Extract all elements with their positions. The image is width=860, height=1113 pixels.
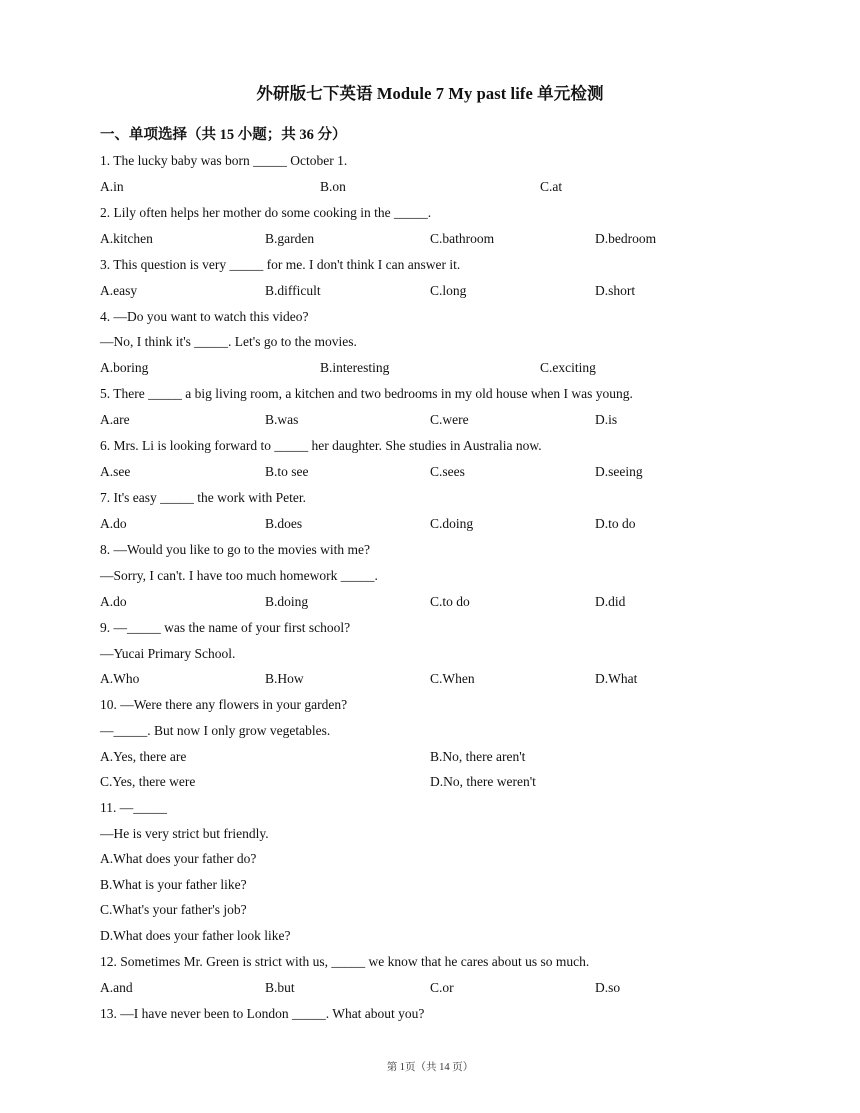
question-7-option-b: B.does (265, 516, 303, 531)
question-11-option-a: A.What does your father do? (100, 851, 257, 866)
question-9-option-c: C.When (430, 671, 475, 686)
document-title: 外研版七下英语 Module 7 My past life 单元检测 (256, 84, 604, 103)
question-4-response: —No, I think it's _____. Let's go to the movies. (100, 334, 357, 349)
question-10-option-b: B.No, there aren't (430, 749, 526, 764)
question-7-option-d: D.to do (595, 516, 636, 531)
question-2-stem: 2. Lily often helps her mother do some cooking in the _____. (100, 205, 432, 220)
question-9-option-d: D.What (595, 671, 638, 686)
question-11-stem: 11. —_____ (100, 800, 167, 815)
question-3-option-d: D.short (595, 283, 636, 298)
question-9-response: —Yucai Primary School. (100, 646, 236, 661)
question-11-option-d: D.What does your father look like? (100, 928, 291, 943)
question-4-option-c: C.exciting (540, 360, 596, 375)
question-10-option-c: C.Yes, there were (100, 774, 196, 789)
question-12-option-a: A.and (100, 980, 133, 995)
question-2-option-b: B.garden (265, 231, 315, 246)
question-10-response: —_____. But now I only grow vegetables. (100, 723, 331, 738)
question-9-option-a: A.Who (100, 671, 140, 686)
question-8-response: —Sorry, I can't. I have too much homework _____. (100, 568, 378, 583)
question-5-option-c: C.were (430, 412, 469, 427)
question-5-option-d: D.is (595, 412, 618, 427)
question-11-option-c: C.What's your father's job? (100, 902, 247, 917)
question-2-option-c: C.bathroom (430, 231, 495, 246)
question-10-option-d: D.No, there weren't (430, 774, 536, 789)
section-heading: 一、单项选择（共 15 小题；共 36 分） (100, 127, 347, 143)
question-11-option-b: B.What is your father like? (100, 877, 247, 892)
question-3-option-a: A.easy (100, 283, 138, 298)
question-8-option-b: B.doing (265, 594, 309, 609)
question-6-option-c: C.sees (430, 464, 465, 479)
question-10-option-a: A.Yes, there are (100, 749, 187, 764)
question-4-stem: 4. —Do you want to watch this video? (100, 309, 309, 324)
question-9-option-b: B.How (265, 671, 304, 686)
question-6-option-b: B.to see (265, 464, 309, 479)
question-8-option-c: C.to do (430, 594, 470, 609)
question-6-option-d: D.seeing (595, 464, 643, 479)
question-12-option-d: D.so (595, 980, 621, 995)
question-3-option-c: C.long (430, 283, 467, 298)
question-7-stem: 7. It's easy _____ the work with Peter. (100, 490, 307, 505)
question-11-response: —He is very strict but friendly. (100, 826, 269, 841)
question-8-stem: 8. —Would you like to go to the movies with me? (100, 542, 371, 557)
question-6-stem: 6. Mrs. Li is looking forward to _____ her daughter. She studies in Australia now. (100, 438, 542, 453)
question-1-option-c: C.at (540, 179, 563, 194)
question-4-option-b: B.interesting (320, 360, 390, 375)
question-6-option-a: A.see (100, 464, 131, 479)
question-13-stem: 13. —I have never been to London _____. What about you? (100, 1006, 425, 1021)
question-5-option-a: A.are (100, 412, 130, 427)
question-4-option-a: A.boring (100, 360, 149, 375)
question-1-option-a: A.in (100, 179, 124, 194)
question-7-option-a: A.do (100, 516, 127, 531)
question-9-stem: 9. —_____ was the name of your first school? (100, 620, 351, 635)
question-8-option-a: A.do (100, 594, 127, 609)
question-2-option-d: D.bedroom (595, 231, 657, 246)
question-2-option-a: A.kitchen (100, 231, 153, 246)
question-3-stem: 3. This question is very _____ for me. I don't think I can answer it. (100, 257, 461, 272)
page-footer: 第 1页（共 14 页） (386, 1062, 474, 1073)
question-12-option-c: C.or (430, 980, 454, 995)
question-1-stem: 1. The lucky baby was born _____ October 1. (100, 153, 348, 168)
question-5-option-b: B.was (265, 412, 299, 427)
question-12-option-b: B.but (265, 980, 295, 995)
question-3-option-b: B.difficult (265, 283, 321, 298)
question-8-option-d: D.did (595, 594, 626, 609)
question-1-option-b: B.on (320, 179, 346, 194)
question-12-stem: 12. Sometimes Mr. Green is strict with us, _____ we know that he cares about us so much. (100, 954, 590, 969)
question-10-stem: 10. —Were there any flowers in your garden? (100, 697, 348, 712)
question-7-option-c: C.doing (430, 516, 474, 531)
question-5-stem: 5. There _____ a big living room, a kitchen and two bedrooms in my old house when I was young. (100, 386, 633, 401)
